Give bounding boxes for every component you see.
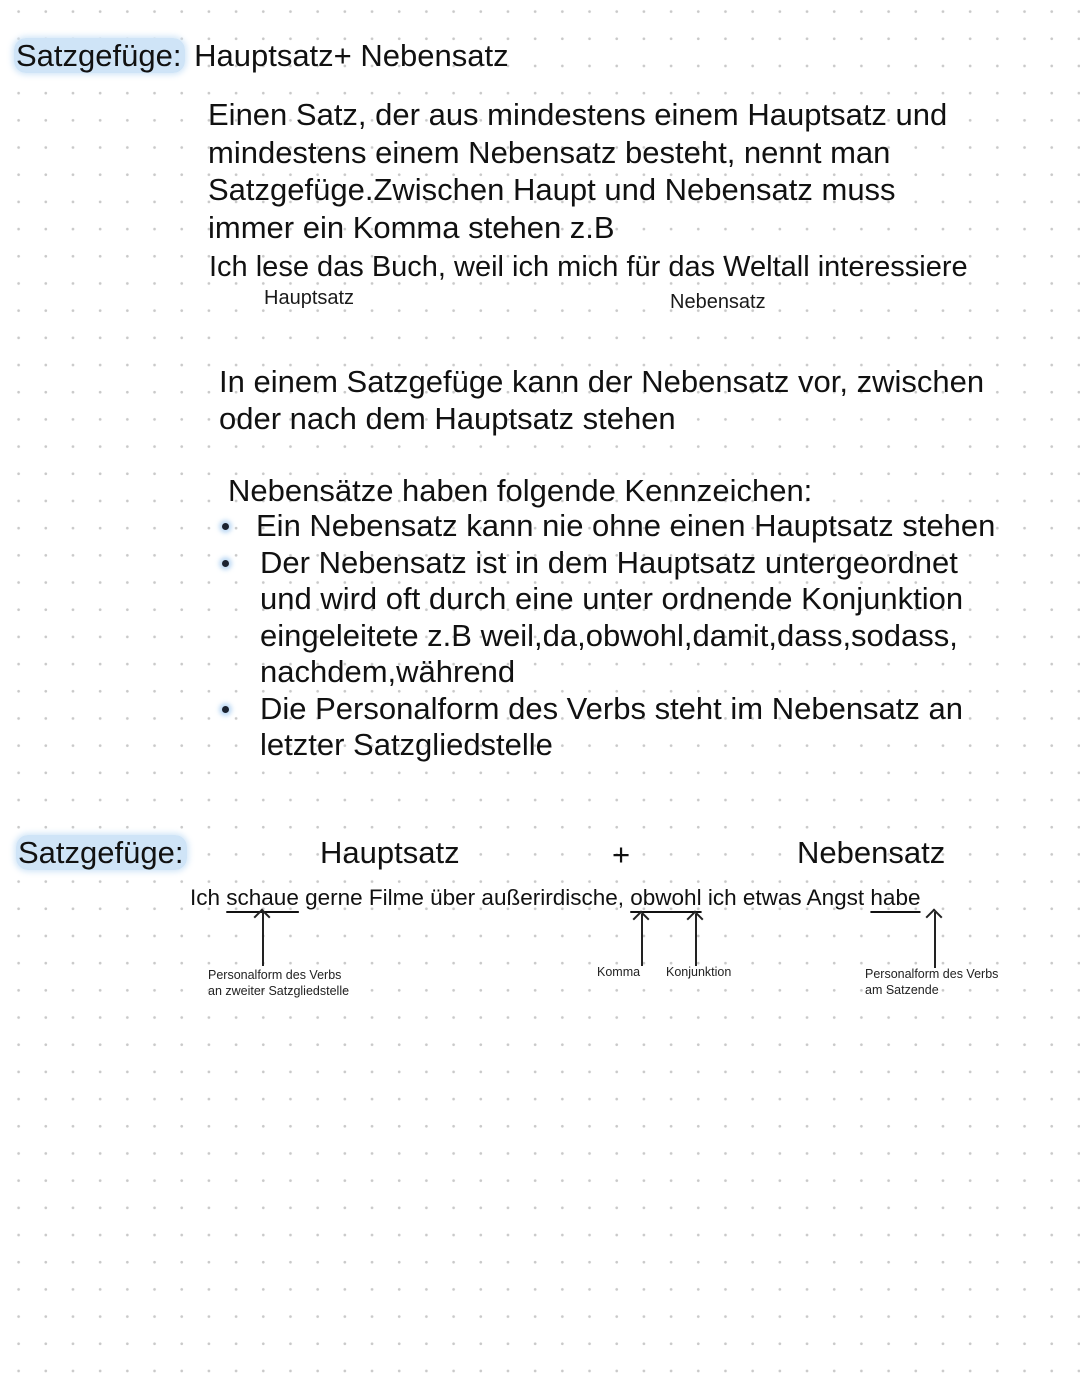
annotation-conjunction: Konjunktion (666, 965, 732, 979)
definition-line: immer ein Komma stehen z.B (208, 209, 615, 245)
arrow-up-icon (262, 912, 264, 966)
feature-line: und wird oft durch eine unter ordnende Konjunktion (260, 581, 964, 616)
position-line: In einem Satzgefüge kann der Nebensatz vor, zwischen (219, 364, 985, 399)
annotation-verb-second (208, 968, 349, 999)
sentence-part: ich etwas Angst (701, 885, 871, 910)
definition-line: Einen Satz, der aus mindestens einem Hauptsatz und (208, 97, 948, 132)
section1-heading (16, 38, 509, 74)
feature-line: Der Nebensatz ist in dem Hauptsatz untergeordnet (260, 544, 958, 580)
verb-second-position: schaue (226, 885, 299, 910)
feature-item (218, 691, 1038, 764)
position-paragraph (219, 364, 984, 437)
sentence-part: Ich (190, 885, 227, 910)
conjunction: obwohl (630, 885, 702, 910)
feature-item (218, 545, 1038, 691)
position-line: oder nach dem Hauptsatz stehen (219, 400, 676, 436)
feature-line: eingeleitete z.B weil,da,obwohl,damit,dass,sodass, (260, 617, 958, 653)
features-list (218, 508, 1038, 764)
arrow-up-icon (934, 912, 936, 968)
annotation-line: Personalform des Verbs (865, 967, 999, 981)
feature-line: letzter Satzgliedstelle (260, 727, 553, 762)
feature-item (218, 508, 1038, 545)
heading-rest: Hauptsatz+ Nebensatz (194, 38, 509, 73)
heading-highlight: Satzgefüge: (14, 38, 185, 73)
feature-line: Die Personalform des Verbs steht im Nebensatz an (260, 690, 964, 726)
analysis-sentence (190, 884, 920, 912)
feature-line: Ein Nebensatz kann nie ohne einen Hauptsatz stehen (256, 508, 996, 543)
bullet-icon (222, 560, 229, 567)
annotation-verb-end (865, 967, 998, 998)
verb-end-position: habe (870, 885, 921, 910)
plus-sign: + (612, 837, 631, 872)
column-label-hauptsatz: Hauptsatz (320, 835, 460, 870)
annotation-line: an zweiter Satzgliedstelle (208, 983, 350, 998)
section2-heading (18, 835, 187, 871)
arrow-up-icon (695, 914, 697, 966)
definition-paragraph (208, 96, 947, 246)
definition-line: mindestens einem Nebensatz besteht, nennt man (208, 134, 891, 170)
annotation-line: Personalform des Verbs (208, 968, 342, 982)
arrow-up-icon (641, 914, 643, 966)
example-label-nebensatz: Nebensatz (670, 291, 766, 313)
sentence-part: gerne Filme über außerirdische (298, 885, 618, 910)
example-label-hauptsatz: Hauptsatz (264, 287, 355, 309)
comma: , (617, 885, 624, 910)
column-label-nebensatz: Nebensatz (797, 835, 946, 870)
features-heading: Nebensätze haben folgende Kennzeichen: (228, 473, 813, 508)
example-sentence: Ich lese das Buch, weil ich mich für das Weltall interessiere (209, 251, 968, 283)
definition-line: Satzgefüge.Zwischen Haupt und Nebensatz muss (208, 172, 896, 207)
annotation-comma: Komma (597, 965, 641, 979)
bullet-icon (222, 706, 229, 713)
feature-line: nachdem,während (260, 654, 516, 689)
annotation-line: am Satzende (865, 982, 939, 997)
heading-highlight: Satzgefüge: (16, 835, 187, 870)
bullet-icon (222, 523, 229, 530)
